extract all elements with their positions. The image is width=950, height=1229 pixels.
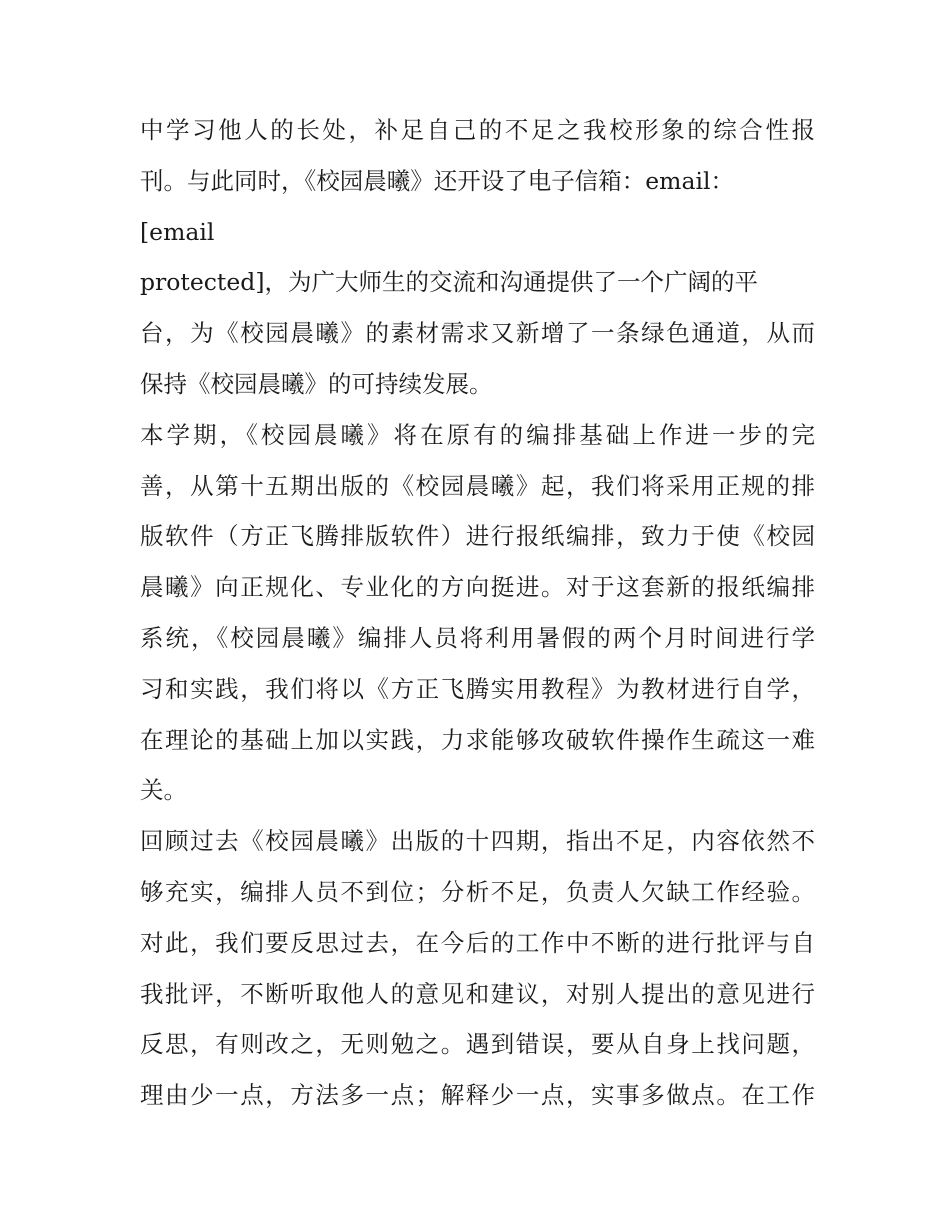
text-line: 回顾过去《校园晨曦》出版的十四期，指出不足，内容依然不	[140, 827, 815, 856]
text-line: protected]，为广大师生的交流和沟通提供了一个广阔的平	[140, 268, 758, 297]
text-line: 理由少一点，方法多一点；解释少一点，实事多做点。在工作	[140, 1081, 815, 1110]
document-body	[140, 105, 815, 1121]
text-line: 版软件（方正飞腾排版软件）进行报纸编排，致力于使《校园	[140, 522, 815, 551]
text-line: 本学期，《校园晨曦》将在原有的编排基础上作进一步的完	[140, 420, 815, 449]
text-line: 刊。与此同时，《校园晨曦》还开设了电子信箱：email：	[140, 166, 734, 195]
text-line: 够充实，编排人员不到位；分析不足，负责人欠缺工作经验。	[140, 877, 815, 906]
text-line: 我批评，不断听取他人的意见和建议，对别人提出的意见进行	[140, 979, 815, 1008]
text-line: 台，为《校园晨曦》的素材需求又新增了一条绿色通道，从而	[140, 319, 815, 348]
text-line: 系统，《校园晨曦》编排人员将利用暑假的两个月时间进行学	[140, 623, 815, 652]
text-line: 对此，我们要反思过去，在今后的工作中不断的进行批评与自	[140, 928, 815, 957]
text-line: [email	[140, 217, 215, 246]
text-line: 在理论的基础上加以实践，力求能够攻破软件操作生疏这一难	[140, 725, 815, 754]
text-line: 晨曦》向正规化、专业化的方向挺进。对于这套新的报纸编排	[140, 573, 815, 602]
text-line: 保持《校园晨曦》的可持续发展。	[140, 369, 493, 398]
text-line: 关。	[140, 776, 187, 805]
text-line: 中学习他人的长处，补足自己的不足之我校形象的综合性报	[140, 116, 815, 144]
text-line: 反思，有则改之，无则勉之。遇到错误，要从自身上找问题，	[140, 1030, 815, 1059]
text-line: 习和实践，我们将以《方正飞腾实用教程》为教材进行自学，	[140, 674, 815, 703]
text-line: 善，从第十五期出版的《校园晨曦》起，我们将采用正规的排	[140, 471, 815, 500]
